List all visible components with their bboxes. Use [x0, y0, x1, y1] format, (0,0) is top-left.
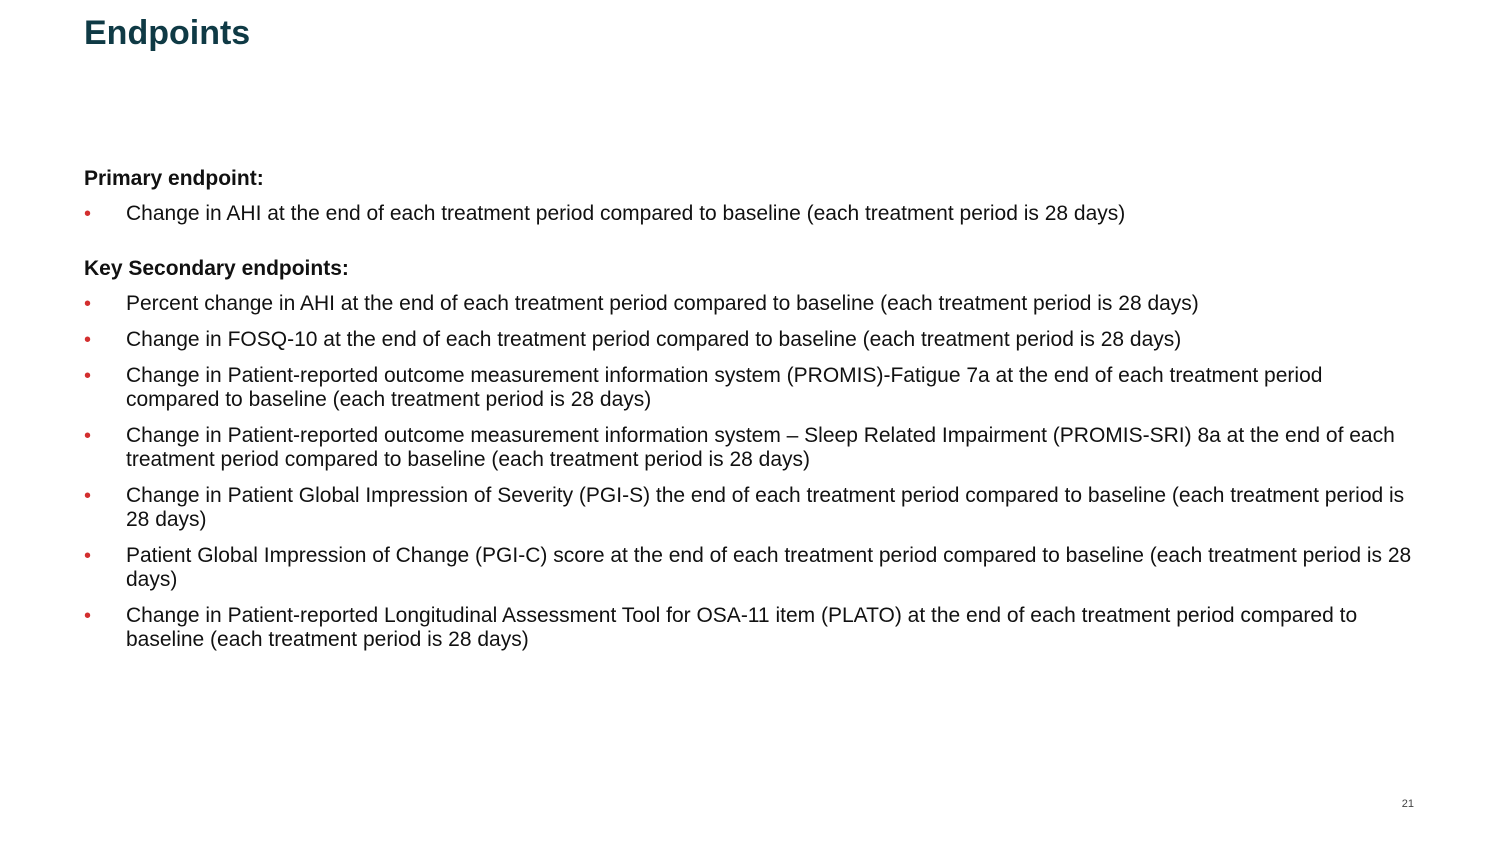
primary-endpoint-list: [84, 202, 1414, 226]
primary-endpoint-section: [84, 166, 1414, 226]
bullet-icon: •: [84, 203, 92, 225]
list-item-text: Patient Global Impression of Change (PGI-C) score at the end of each treatment period compared to baseline (each treatment period is 28 days): [126, 544, 1412, 591]
bullet-icon: •: [84, 365, 92, 387]
list-item: [84, 328, 1414, 352]
bullet-icon: •: [84, 545, 92, 567]
slide-content: [84, 166, 1414, 682]
list-item: [84, 202, 1414, 226]
list-item: [84, 364, 1414, 412]
list-item-text: Change in Patient Global Impression of Severity (PGI-S) the end of each treatment period compared to baseline (each treatment period is 28 days): [126, 484, 1405, 531]
bullet-icon: •: [84, 425, 92, 447]
list-item: [84, 424, 1414, 472]
list-item: [84, 604, 1414, 652]
list-item: [84, 544, 1414, 592]
list-item-text: Change in Patient-reported outcome measurement information system – Sleep Related Impairment (PROMIS-SRI) 8a at the end of each treatment period compared to baseline (each treatment period is 28 days): [126, 424, 1395, 471]
list-item-text: Change in AHI at the end of each treatment period compared to baseline (each treatment period is 28 days): [126, 202, 1126, 225]
list-item: [84, 484, 1414, 532]
secondary-endpoints-list: [84, 292, 1414, 652]
list-item-text: Change in Patient-reported outcome measurement information system (PROMIS)-Fatigue 7a at the end of each treatment period compared to baseline (each treatment period is 28 days): [126, 364, 1323, 411]
list-item: [84, 292, 1414, 316]
slide-title: Endpoints: [84, 14, 251, 52]
bullet-icon: •: [84, 329, 92, 351]
list-item-text: Change in Patient-reported Longitudinal Assessment Tool for OSA-11 item (PLATO) at the end of each treatment period compared to baseline (each treatment period is 28 days): [126, 604, 1358, 651]
secondary-endpoints-heading: Key Secondary endpoints:: [84, 257, 349, 280]
bullet-icon: •: [84, 293, 92, 315]
bullet-icon: •: [84, 485, 92, 507]
list-item-text: Change in FOSQ-10 at the end of each treatment period compared to baseline (each treatment period is 28 days): [126, 328, 1182, 351]
primary-endpoint-heading: Primary endpoint:: [84, 167, 264, 190]
page-number: 21: [1401, 798, 1414, 810]
bullet-icon: •: [84, 605, 92, 627]
secondary-endpoints-section: [84, 256, 1414, 652]
list-item-text: Percent change in AHI at the end of each treatment period compared to baseline (each treatment period is 28 days): [126, 292, 1199, 315]
